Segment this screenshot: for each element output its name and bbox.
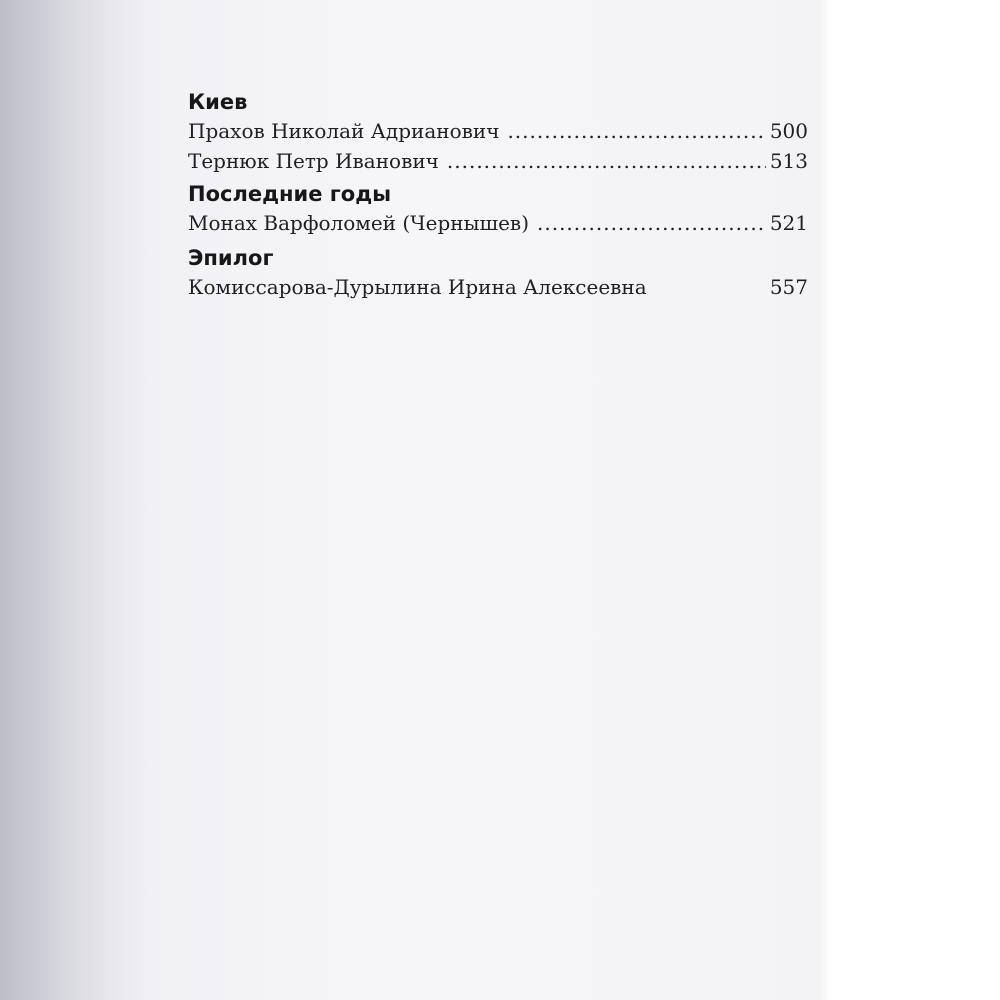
- toc-entry: [188, 146, 808, 176]
- dot-leader: [507, 116, 765, 146]
- table-of-contents: [188, 88, 808, 302]
- toc-entry-page: 521: [769, 211, 808, 235]
- toc-entry-page: 557: [769, 275, 808, 299]
- toc-entry: [188, 272, 808, 302]
- toc-entry-name: Тернюк Петр Иванович: [188, 149, 439, 173]
- page-gutter-shadow: [0, 0, 150, 1000]
- toc-section-heading: Эпилог: [188, 246, 274, 270]
- dot-leader: [447, 146, 766, 176]
- toc-section-heading: Киев: [188, 90, 248, 114]
- toc-section-heading: Последние годы: [188, 182, 392, 206]
- toc-entry-page: 500: [769, 119, 808, 143]
- toc-entry-name: Монах Варфоломей (Чернышев): [188, 211, 529, 235]
- toc-entry: [188, 208, 808, 238]
- toc-entry-page: 513: [769, 149, 808, 173]
- toc-entry-name: Прахов Николай Адрианович: [188, 119, 500, 143]
- toc-entry: [188, 116, 808, 146]
- dot-leader: [537, 208, 766, 238]
- toc-entry-name: Комиссарова-Дурылина Ирина Алексеевна: [188, 275, 647, 299]
